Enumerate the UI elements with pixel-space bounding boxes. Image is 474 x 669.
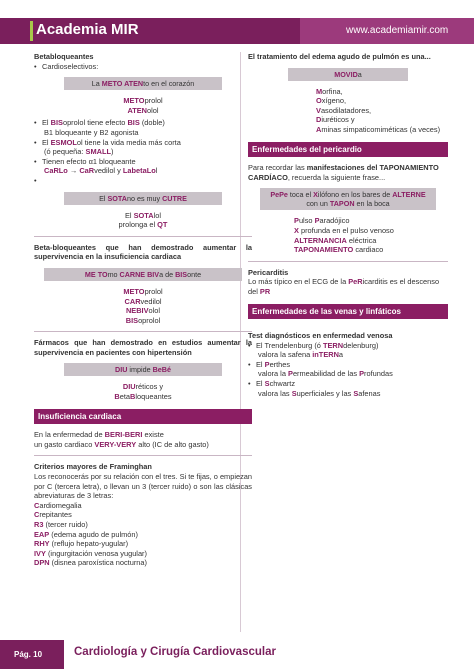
movida-list: [248, 87, 448, 135]
diu-list: [34, 382, 252, 401]
list-item: Pulso Paradójico: [294, 216, 350, 226]
sota-list: [34, 211, 252, 230]
bullet-empty: [34, 176, 252, 186]
tapo-intro-2: CARDÍACO, recuerda la siguiente frase...: [248, 172, 386, 182]
heading-supervivencia-hta: Fármacos que han demostrado en estudios aumentar la supervivencia en pacientes con hipertensión: [34, 338, 252, 357]
brand-title: Academia MIR: [0, 18, 300, 44]
list-item: METOprolol: [123, 96, 163, 106]
list-item: Morfina,: [316, 86, 343, 96]
heading-supervivencia-ic: Beta-bloqueantes que han demostrado aumentar la supervivencia en la insuficiencia cardiaca: [34, 242, 252, 262]
section-bar-insuficiencia: Insuficiencia cardiaca: [34, 409, 252, 425]
list-item: METOprolol: [123, 286, 163, 296]
right-column: [248, 52, 448, 398]
list-item: RHY (reflujo hepato-yugular): [34, 539, 129, 549]
divider-line: [248, 261, 448, 262]
list-item: DIUréticos y: [122, 382, 164, 392]
mnemonic-box-movida: MOVIDa: [288, 68, 408, 81]
framinghan-intro: Los reconocerás por su relación con el tres. Si te fijas, o empiezan por C (tercera letra), o llevan un 3 (tercer ruido) o son las clásicas abreviaturas de 3 letras:: [34, 472, 252, 501]
heading-eap: El tratamiento del edema agudo de pulmón es una...: [248, 52, 431, 61]
list-item: X profunda en el pulso venoso: [294, 225, 394, 235]
framinghan-list: [34, 501, 252, 568]
mnemonic-box-diu: DIU impide BeBé: [64, 363, 222, 376]
divider-line: [34, 331, 252, 332]
beri-line-2: un gasto cardiaco VERY-VERY alto (IC de alto gasto): [34, 439, 209, 449]
list-item: DPN (disnea paroxística nocturna): [34, 558, 147, 568]
mnemonic-box-carne: ME TOmo CARNE BIVa de BISonte: [44, 268, 242, 281]
list-item: Diuréticos y: [316, 115, 355, 125]
list-item: R3 (tercer ruido): [34, 520, 88, 529]
list-item: Crepitantes: [34, 510, 72, 520]
bullet-cardioselectivos: • Cardioselectivos:: [34, 62, 252, 72]
heading-framinghan: Criterios mayores de Framinghan: [34, 462, 152, 472]
pericarditis-line: Lo más típico en el ECG de la PeRicarditis es el descenso del PR: [248, 277, 440, 296]
mnemonic-box-meto: La METO ATENto en el corazón: [64, 77, 222, 90]
bullet-alfa: • Tienen efecto α1 bloqueante: [34, 157, 252, 167]
trendelenburg-detail: valora la safena inTERNa: [258, 350, 344, 360]
list-item: BISoprolol: [125, 315, 161, 325]
bullet-schwartz: • El Schwartz: [248, 379, 448, 389]
mnemonic-box-pepe: PePe toca el Xilófono en los bares de ALTERNE con un TAPON en la boca: [260, 188, 436, 210]
list-item: Oxígeno,: [316, 96, 346, 106]
list-item: ALTERNANCIA eléctrica: [294, 235, 377, 245]
divider-line: [34, 455, 252, 456]
list-item: EAP (edema agudo de pulmón): [34, 529, 138, 539]
page-footer: [0, 640, 474, 669]
list-item: ATENolol: [127, 105, 159, 115]
bullet-esmolol: • El ESMOLol tiene la vida media más corta: [34, 138, 252, 148]
list-item: NEBIVolol: [125, 306, 161, 316]
section-bar-pericardio: Enfermedades del pericardio: [248, 142, 448, 158]
page-number: Pág. 10: [0, 640, 64, 669]
page-header: [0, 18, 474, 44]
perthes-detail: valora la Permeabilidad de las Profundas: [258, 369, 393, 379]
list-item: Aminas simpaticomiméticas (a veces): [316, 124, 441, 134]
list-item: TAPONAMIENTO cardiaco: [294, 245, 384, 255]
divider-line: [34, 236, 252, 237]
section-bar-venas: Enfermedades de las venas y linfáticos: [248, 304, 448, 320]
mnemonic-box-sota: El SOTAno es muy CUTRE: [64, 192, 222, 205]
list-item: CARvedilol: [124, 296, 162, 306]
carne-list: [34, 287, 252, 325]
esmolol-detail: (ó pequeña: SMALL): [44, 147, 114, 157]
list-item: El SOTAlol: [124, 210, 161, 220]
left-column: [34, 52, 252, 568]
beri-line-1: En la enfermedad de BERI-BERI existe: [34, 430, 164, 440]
list-item: Cardiomegalia: [34, 500, 82, 510]
meto-list: [34, 96, 252, 115]
heading-test-venosa: Test diagnósticos en enfermedad venosa: [248, 331, 393, 341]
schwartz-detail: valora las Superficiales y las Safenas: [258, 388, 381, 398]
list-item: IVY (ingurgitación venosa yugular): [34, 548, 147, 558]
tapo-list: [248, 216, 448, 254]
footer-title: Cardiología y Cirugía Cardiovascular: [74, 646, 276, 658]
bullet-trendelenburg: • El Trendelenburg (ó TERNdelenburg): [248, 341, 448, 351]
site-url: www.academiamir.com: [300, 18, 474, 44]
list-item: Vasodilatadores,: [316, 105, 372, 115]
bullet-perthes: • El Perthes: [248, 360, 448, 370]
section-heading-betabloqueantes: Betabloqueantes: [34, 52, 94, 61]
tapo-intro-1: Para recordar las manifestaciones del TAPONAMIENTO: [248, 163, 439, 173]
list-item: prolonga el QT: [118, 220, 168, 230]
bisoprolol-detail: B1 bloqueante y B2 agonista: [44, 127, 139, 137]
bullet-bisoprolol: • El BISoprolol tiene efecto BIS (doble): [34, 118, 252, 128]
alfa-detail: CaRLo → CaRvedilol y LabetaLol: [44, 166, 158, 176]
heading-pericarditis: Pericarditis: [248, 267, 289, 277]
list-item: BetaBloqueantes: [114, 392, 172, 402]
